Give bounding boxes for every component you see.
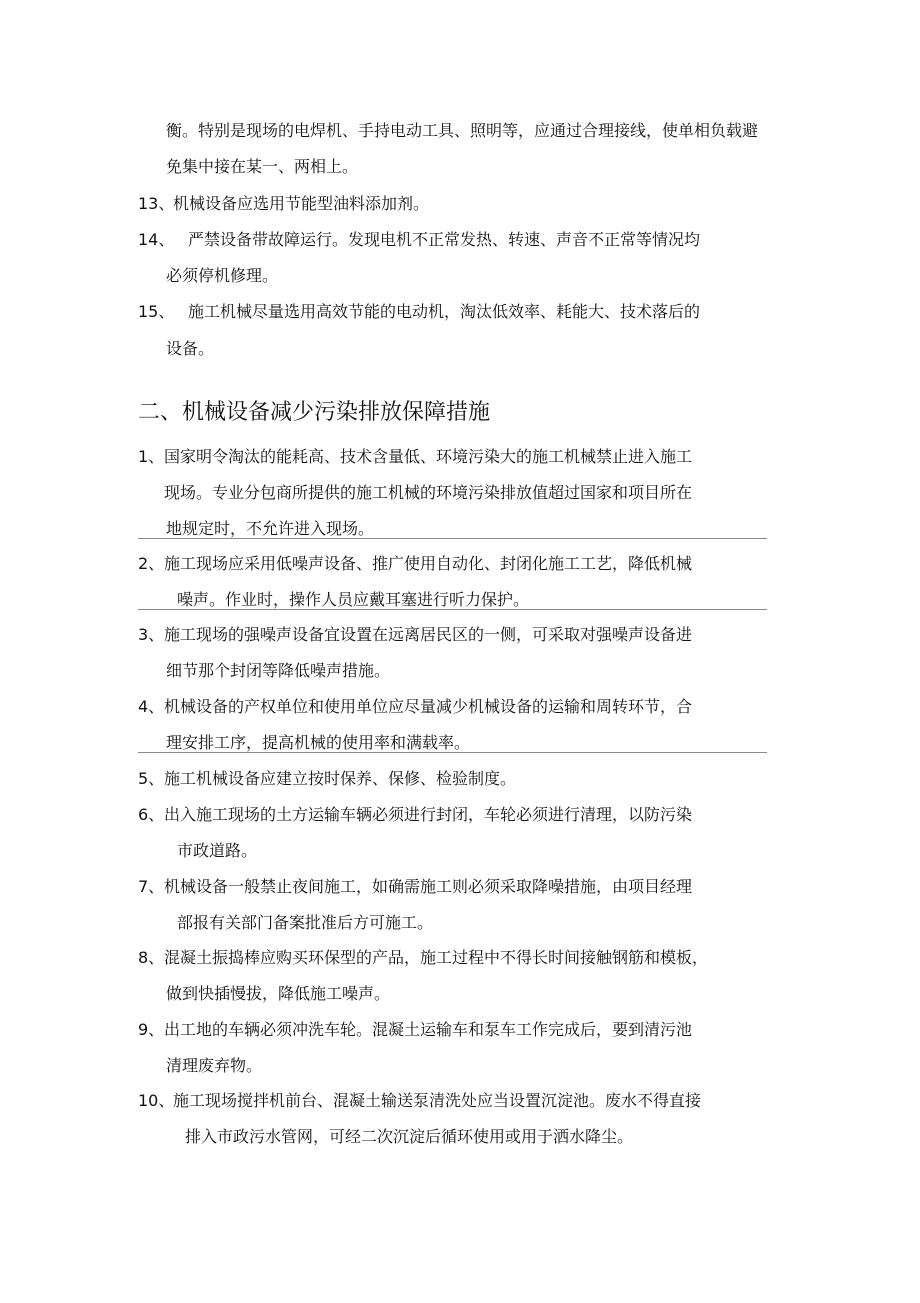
item-number: 6、 [138,805,165,824]
item-number: 15、 [138,302,175,321]
item-number: 2、 [138,554,165,573]
item-text: 施工机械设备应建立按时保养、保修、检验制度。 [164,769,517,788]
item-text: 市政道路。 [177,841,258,860]
item-text: 机械设备的产权单位和使用单位应尽量减少机械设备的运输和周转环节，合 [164,697,693,716]
item-text: 出入施工现场的土方运输车辆必须进行封闭，车轮必须进行清理，以防污染 [164,805,693,824]
item-text: 施工现场搅拌机前台、混凝土输送泵清洗处应当设置沉淀池。废水不得直接 [173,1091,702,1110]
item-number: 4、 [138,697,165,716]
item-number: 7、 [138,877,165,896]
item-text: 免集中接在某一、两相上。 [166,157,359,176]
item-number: 10、 [138,1091,175,1110]
item-text: 衡。特别是现场的电焊机、手持电动工具、照明等，应通过合理接线，使单相负载避 [166,121,759,140]
item-text: 排入市政污水管网，可经二次沉淀后循环使用或用于洒水降尘。 [185,1127,634,1146]
item-text: 国家明令淘汰的能耗高、技术含量低、环境污染大的施工机械禁止进入施工 [164,447,693,466]
item-text: 施工现场的强噪声设备宜设置在远离居民区的一侧，可采取对强噪声设备进 [164,625,693,644]
item-text: 设备。 [166,339,215,358]
item-text: 严禁设备带故障运行。发现电机不正常发热、转速、声音不正常等情况均 [188,230,701,249]
item-text: 噪声。作业时，操作人员应戴耳塞进行听力保护。 [177,590,530,609]
item-text: 清理废弃物。 [166,1056,263,1075]
item-number: 13、 [138,194,175,213]
item-text: 理安排工序，提高机械的使用率和满载率。 [166,733,471,752]
item-text: 机械设备应选用节能型油料添加剂。 [173,194,430,213]
item-number: 8、 [138,948,165,967]
item-text: 混凝土振捣棒应购买环保型的产品，施工过程中不得长时间接触钢筋和模板， [164,948,709,967]
item-text: 施工机械尽量选用高效节能的电动机，淘汰低效率、耗能大、技术落后的 [188,302,701,321]
divider [138,609,767,610]
item-number: 9、 [138,1020,165,1039]
item-text: 做到快插慢拔，降低施工噪声。 [166,984,391,1003]
item-number: 14、 [138,230,175,249]
item-text: 现场。专业分包商所提供的施工机械的环境污染排放值超过国家和项目所在 [164,483,693,502]
item-text: 出工地的车辆必须冲洗车轮。混凝土运输车和泵车工作完成后，要到清污池 [164,1020,693,1039]
section-title: 二、机械设备减少污染排放保障措施 [138,400,491,425]
item-text: 细节那个封闭等降低噪声措施。 [166,661,391,680]
divider [138,752,767,753]
item-text: 机械设备一般禁止夜间施工，如确需施工则必须采取降噪措施，由项目经理 [164,877,693,896]
item-text: 地规定时，不允许进入现场。 [166,519,375,538]
item-number: 1、 [138,447,165,466]
item-number: 3、 [138,625,165,644]
item-text: 施工现场应采用低噪声设备、推广使用自动化、封闭化施工工艺，降低机械 [164,554,693,573]
divider [138,538,767,539]
item-text: 部报有关部门备案批准后方可施工。 [177,913,434,932]
item-number: 5、 [138,769,165,788]
item-text: 必须停机修理。 [166,266,279,285]
